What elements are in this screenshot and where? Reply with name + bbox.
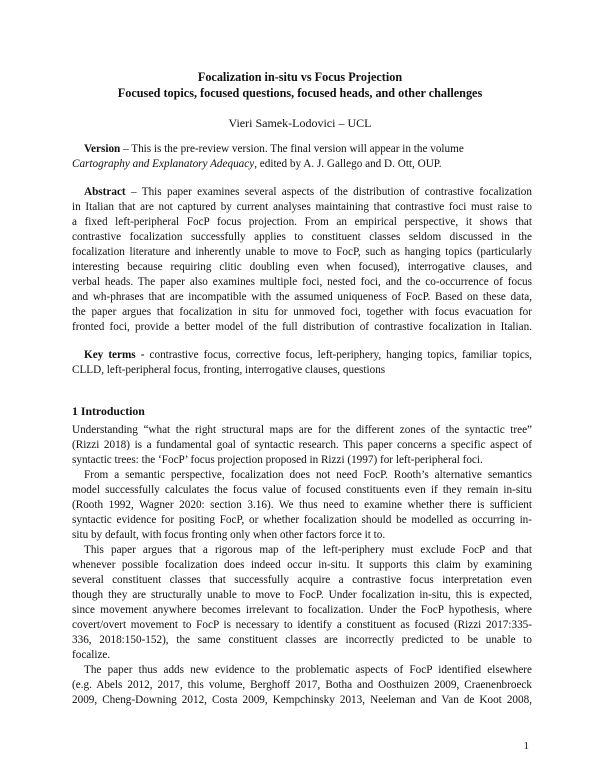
abstract-line: focalization literature and inherently unable to move to FocP, such as hanging topics (particularly: [72, 246, 532, 258]
abstract-line-1: [84, 186, 532, 198]
body-line: syntactic evidence for positing FocP, or whether focalization should be modelled as occurring in-: [72, 514, 532, 526]
abstract-line: in Italian that are not captured by current analyses maintaining that contrastive foci must raise to: [72, 201, 532, 213]
author-line: Vieri Samek-Lodovici – UCL: [228, 116, 372, 130]
body-line: This paper argues that a rigorous map of the left-periphery must exclude FocP and that: [84, 544, 532, 556]
key-terms-label: Key terms -: [84, 349, 145, 361]
section-heading: 1 Introduction: [72, 404, 145, 418]
body-line: covert/overt movement to FocP is necessary to identify a constituent as focused (Rizzi 2017:335-: [72, 619, 532, 631]
body-line: several constituent classes that successfully acquire a contrastive focus interpretation even: [72, 574, 532, 586]
body-line: syntactic trees: the ‘FocP’ focus projection proposed in Rizzi (1997) for left-peripheral foci.: [72, 454, 483, 466]
abstract-line: verbal heads. The paper also examines multiple foci, nested foci, and the co-occurrence of focus: [72, 276, 532, 288]
abstract-line: contrastive focalization successfully applies to constituent classes seldom discussed in the: [72, 231, 532, 243]
version-line-1: [84, 143, 532, 155]
abstract-label: Abstract: [84, 186, 126, 198]
body-line: (e.g. Abels 2012, 2017, this volume, Berghoff 2017, Botha and Oosthuizen 2009, Craenenbroeck: [72, 679, 532, 691]
version-text: – This is the pre-review version. The final version will appear in the volume: [120, 143, 464, 155]
volume-title: Cartography and Explanatory Adequacy: [72, 158, 255, 170]
key-terms-text: contrastive focus, corrective focus, left-periphery, hanging topics, familiar topics,: [144, 349, 532, 361]
key-terms-line-1: [84, 349, 532, 361]
body-line: whenever possible focalization does indeed occur in-situ. It supports this claim by examining: [72, 559, 532, 571]
body-line: 336, 2018:150-152), the same constituent classes are incorrectly predicted to be unable to: [72, 634, 532, 646]
version-line-2: [72, 158, 532, 170]
paper-title: Focalization in-situ vs Focus Projection: [197, 70, 403, 84]
abstract-line: fronted foci, provide a better model of the full distribution of contrastive focalization in Italian.: [72, 321, 532, 333]
body-line: situ by default, with focus fronting only when other factors force it to.: [72, 529, 386, 541]
paper-subtitle: Focused topics, focused questions, focused heads, and other challenges: [117, 86, 483, 100]
body-line: Understanding “what the right structural maps are for the different zones of the syntactic tree”: [72, 424, 532, 436]
version-editors: , edited by A. J. Gallego and D. Ott, OUP.: [254, 158, 442, 170]
body-line: (Rooth 1992, Wagner 2020: section 3.16). We thus need to examine whether there is sufficient: [72, 499, 532, 511]
abstract-first-text: – This paper examines several aspects of the distribution of contrastive focalization: [125, 186, 532, 198]
key-terms-line-2: CLLD, left-peripheral focus, fronting, interrogative clauses, questions: [72, 364, 386, 376]
body-line: though they are structurally unable to move to FocP. Under focalization in-situ, this is expected,: [72, 589, 532, 601]
body-line: since movement anywhere becomes irrelevant to focalization. Under the FocP hypothesis, where: [72, 604, 532, 616]
body-line: focalize.: [72, 649, 111, 661]
version-label: Version: [84, 143, 121, 155]
abstract-line: the paper argues that focalization in situ for unmoved foci, together with focus evacuation for: [72, 306, 532, 318]
body-line: The paper thus adds new evidence to the problematic aspects of FocP identified elsewhere: [84, 664, 532, 676]
body-line: From a semantic perspective, focalization does not need FocP. Rooth’s alternative semantics: [84, 469, 532, 481]
body-line: model successfully calculates the focus value of focused constituents even if they remain in-situ: [72, 484, 532, 496]
body-line: 2009, Cheng-Downing 2012, Costa 2009, Kempchinsky 2013, Neeleman and Van de Koot 2008,: [72, 694, 532, 706]
abstract-line: and wh-phrases that are incompatible with the assumed uniqueness of FocP. Based on these data,: [72, 291, 532, 303]
abstract-line: a fixed left-peripheral FocP focus projection. From an empirical perspective, it shows that: [72, 216, 532, 228]
body-line: (Rizzi 2018) is a fundamental goal of syntactic research. This paper concerns a specific aspect of: [72, 439, 532, 451]
abstract-line: interesting because requiring clitic doubling even when focused), interrogative clauses, and: [72, 261, 532, 273]
page-number: 1: [523, 740, 529, 752]
